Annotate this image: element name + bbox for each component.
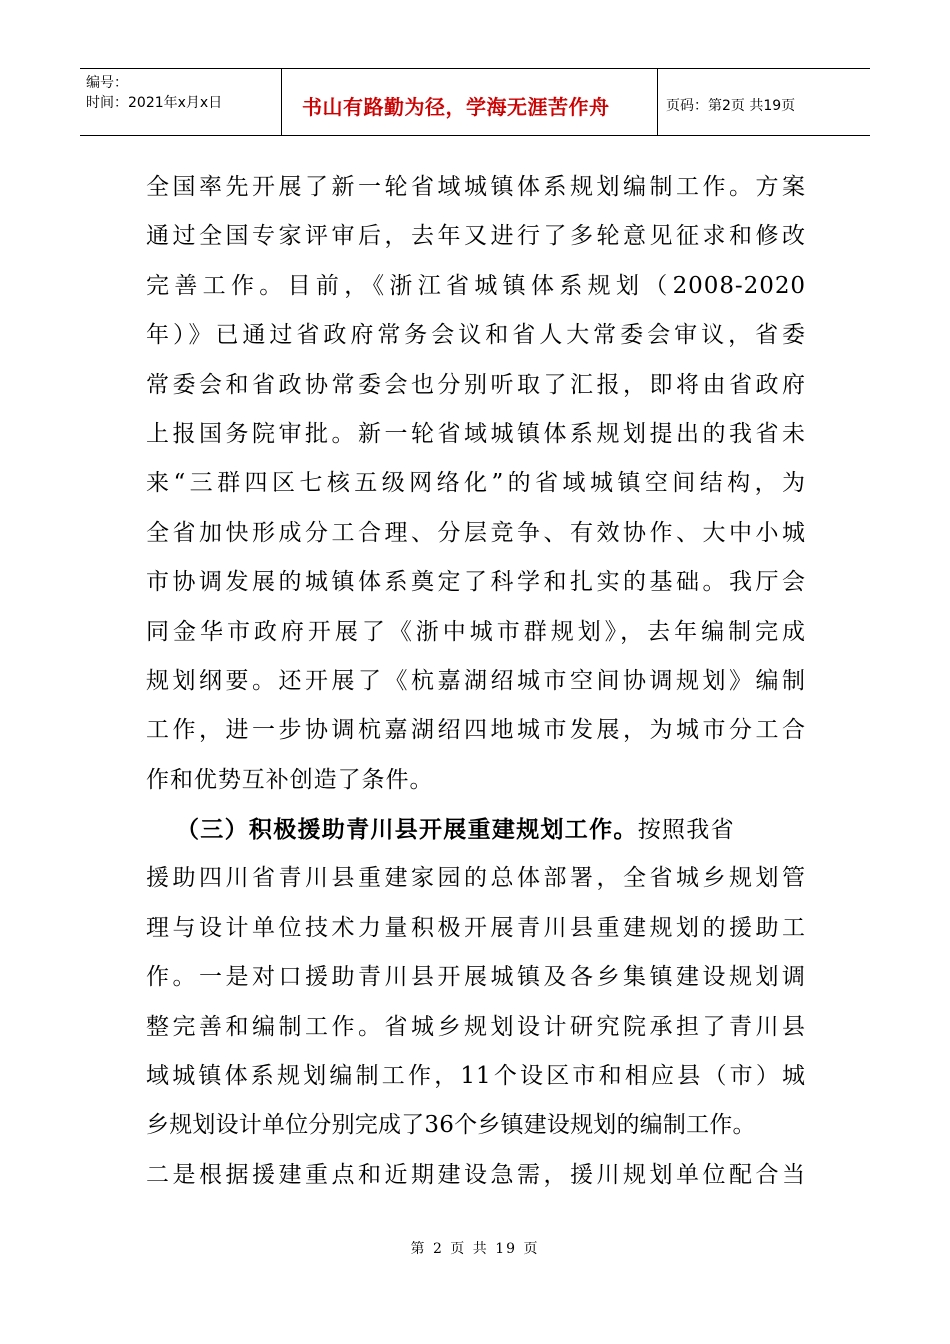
- header-page-number: 页码：第2页 共19页: [666, 98, 796, 114]
- section-line: 域城镇体系规划编制工作，11个设区市和相应县（市）城: [146, 1063, 806, 1090]
- body-line: 市协调发展的城镇体系奠定了科学和扎实的基础。我厅会: [146, 569, 806, 596]
- page-header: [80, 68, 870, 136]
- header-page-cell: [658, 69, 870, 135]
- document-number-label: 编号：: [86, 75, 128, 91]
- body-line: 上报国务院审批。新一轮省域城镇体系规划提出的我省未: [146, 420, 806, 447]
- body-line: 通过全国专家评审后，去年又进行了多轮意见征求和修改: [146, 223, 806, 250]
- body-line: 全省加快形成分工合理、分层竞争、有效协作、大中小城: [146, 519, 806, 546]
- header-motto: 书山有路勤为径，学海无涯苦作舟: [302, 94, 610, 119]
- section-line: 整完善和编制工作。省城乡规划设计研究院承担了青川县: [146, 1013, 806, 1040]
- body-line: 全国率先开展了新一轮省域城镇体系规划编制工作。方案: [146, 174, 806, 200]
- document-time-label: 时间：2021年x月x日: [86, 95, 223, 111]
- section-line: 援助四川省青川县重建家园的总体部署，全省城乡规划管: [146, 865, 806, 892]
- document-body: [146, 163, 806, 1200]
- section-heading: （三）积极援助青川县开展重建规划工作。: [176, 816, 638, 844]
- body-line: 作和优势互补创造了条件。: [146, 766, 434, 793]
- body-line: 年）》已通过省政府常务会议和省人大常委会审议，省委: [146, 322, 806, 349]
- section-line: 二是根据援建重点和近期建设急需，援川规划单位配合当: [146, 1161, 806, 1188]
- section-line: 作。一是对口援助青川县开展城镇及各乡集镇建设规划调: [146, 964, 806, 991]
- body-line: 常委会和省政协常委会也分别听取了汇报，即将由省政府: [146, 371, 806, 398]
- section-first-line: [146, 805, 806, 854]
- page-footer: 第 2 页 共 19 页: [410, 1241, 540, 1257]
- body-line: 规划纲要。还开展了《杭嘉湖绍城市空间协调规划》编制: [146, 667, 806, 694]
- header-meta-cell: [80, 69, 282, 135]
- body-line: 工作，进一步协调杭嘉湖绍四地城市发展，为城市分工合: [146, 717, 806, 744]
- section-line: 理与设计单位技术力量积极开展青川县重建规划的援助工: [146, 914, 806, 941]
- section-line: 乡规划设计单位分别完成了36个乡镇建设规划的编制工作。: [146, 1112, 756, 1139]
- body-line: 同金华市政府开展了《浙中城市群规划》，去年编制完成: [146, 618, 806, 645]
- body-line: 来“三群四区七核五级网络化”的省域城镇空间结构，为: [146, 470, 806, 497]
- body-line: 完善工作。目前，《浙江省城镇体系规划（2008-2020: [146, 272, 806, 299]
- header-motto-cell: [282, 69, 658, 135]
- section-first-line-text: 按照我省: [637, 817, 735, 844]
